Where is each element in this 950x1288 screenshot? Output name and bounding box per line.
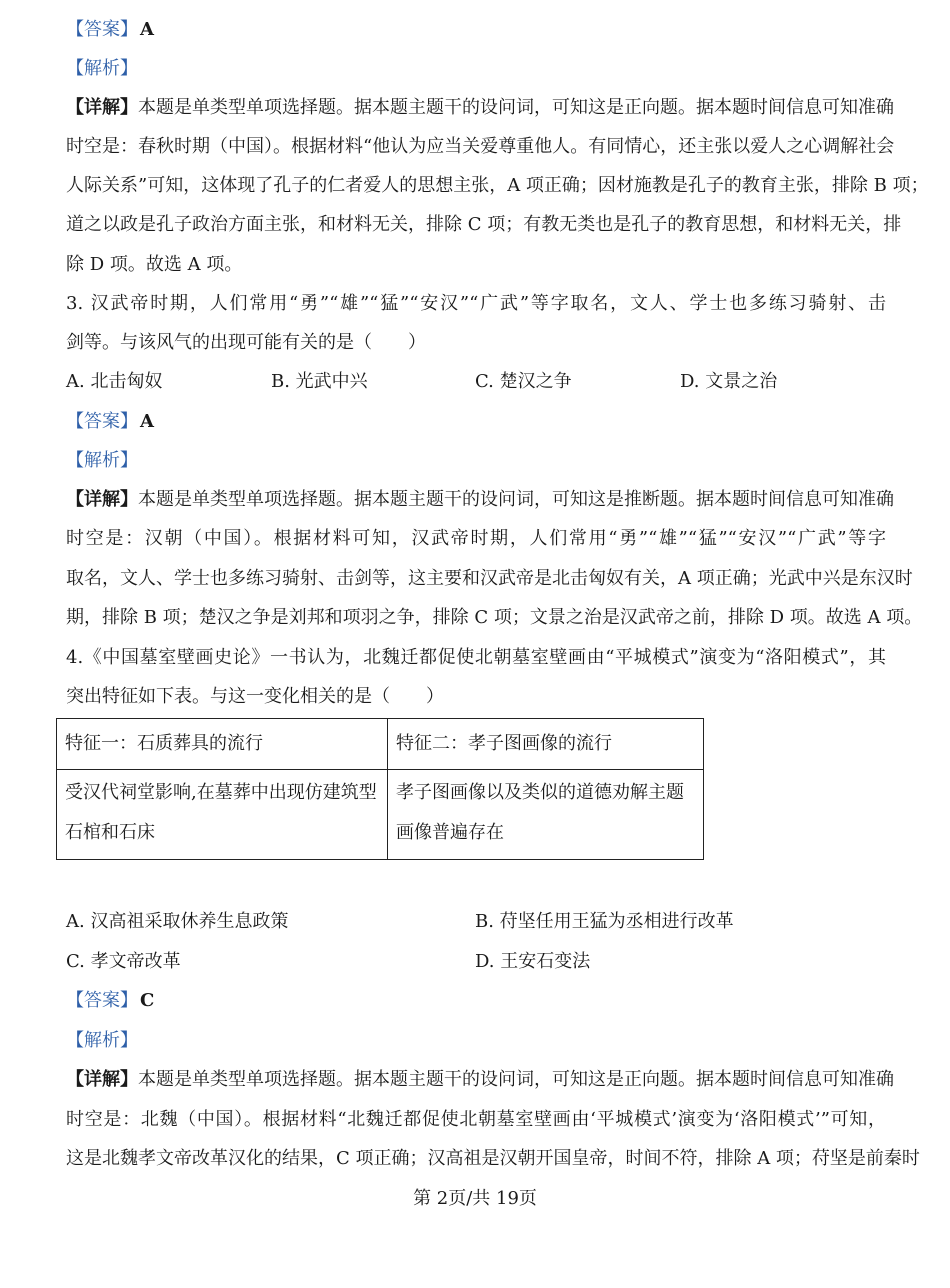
analysis-label: 【解析】 <box>66 58 138 79</box>
table-row <box>57 770 704 860</box>
detail-line: 时空是：汉朝（中国）。根据材料可知，汉武帝时期，人们常用“勇”“雄”“猛”“安汉”“广武”等字 <box>66 528 886 549</box>
answer-value: C <box>140 990 155 1011</box>
question-stem-line: 4.《中国墓室壁画史论》一书认为，北魏迁都促使北朝墓室壁画由“平城模式”演变为“洛阳模式”，其 <box>66 647 886 668</box>
detail-line <box>66 486 894 514</box>
detail-line: 人际关系”可知，这体现了孔子的仁者爱人的思想主张，A 项正确；因材施教是孔子的教育主张，排除 B 项； <box>66 175 929 196</box>
page-number: 第 2页/共 19页 <box>413 1188 537 1209</box>
table-cell-line: 受汉代祠堂影响,在墓葬中出现仿建筑型 <box>65 782 377 803</box>
detail-line <box>66 94 894 122</box>
option-d: D. 文景之治 <box>680 371 778 392</box>
analysis-label: 【解析】 <box>66 1030 138 1051</box>
answer-value: A <box>140 411 154 432</box>
option-c: C. 孝文帝改革 <box>66 951 181 972</box>
answer-line <box>66 16 886 44</box>
answer-label: 【答案】 <box>66 990 138 1011</box>
detail-label: 【详解】 <box>66 1069 138 1090</box>
detail-line: 这是北魏孝文帝改革汉化的结果，C 项正确；汉高祖是汉朝开国皇帝，时间不符，排除 A 项；苻坚是前秦时 <box>66 1148 920 1169</box>
detail-text: 本题是单类型单项选择题。据本题主题干的设问词，可知这是正向题。据本题时间信息可知准确 <box>138 1069 894 1090</box>
detail-line: 除 D 项。故选 A 项。 <box>66 254 243 275</box>
detail-line: 道之以政是孔子政治方面主张，和材料无关，排除 C 项；有教无类也是孔子的教育思想，和材料无关，排 <box>66 214 902 235</box>
option-c: C. 楚汉之争 <box>475 371 572 392</box>
table-header-row <box>57 719 704 770</box>
detail-line: 期，排除 B 项；楚汉之争是刘邦和项羽之争，排除 C 项；文景之治是汉武帝之前，排除 D 项。故选 A 项。 <box>66 607 923 628</box>
answer-label: 【答案】 <box>66 411 138 432</box>
detail-line: 时空是：春秋时期（中国）。根据材料“他认为应当关爱尊重他人。有同情心，还主张以爱人之心调解社会 <box>66 136 895 157</box>
detail-line: 时空是：北魏（中国）。根据材料“北魏迁都促使北朝墓室壁画由‘平城模式’演变为‘洛阳模式’”可知， <box>66 1109 886 1130</box>
table-cell-line: 孝子图画像以及类似的道德劝解主题 <box>396 782 684 803</box>
detail-line: 取名，文人、学士也多练习骑射、击剑等，这主要和汉武帝是北击匈奴有关，A 项正确；光武中兴是东汉时 <box>66 568 913 589</box>
question-stem-line: 剑等。与该风气的出现可能有关的是（ ） <box>66 332 426 353</box>
option-a: A. 北击匈奴 <box>66 371 163 392</box>
answer-line <box>66 408 886 436</box>
feature-table <box>56 718 704 860</box>
answer-label: 【答案】 <box>66 19 138 40</box>
option-b: B. 苻坚任用王猛为丞相进行改革 <box>475 911 734 932</box>
table-header-cell: 特征一：石质葬具的流行 <box>57 719 388 770</box>
table-cell <box>57 770 388 860</box>
answer-value: A <box>140 19 154 40</box>
question-stem-line: 3. 汉武帝时期，人们常用“勇”“雄”“猛”“安汉”“广武”等字取名，文人、学士也多练习骑射、击 <box>66 293 886 314</box>
table-header-cell: 特征二：孝子图画像的流行 <box>388 719 704 770</box>
detail-text: 本题是单类型单项选择题。据本题主题干的设问词，可知这是推断题。据本题时间信息可知准确 <box>138 489 894 510</box>
option-a: A. 汉高祖采取休养生息政策 <box>66 911 289 932</box>
question-stem-line: 突出特征如下表。与这一变化相关的是（ ） <box>66 686 444 707</box>
table-cell-line: 石棺和石床 <box>65 822 155 843</box>
detail-line <box>66 1066 894 1094</box>
option-d: D. 王安石变法 <box>475 951 591 972</box>
detail-text: 本题是单类型单项选择题。据本题主题干的设问词，可知这是正向题。据本题时间信息可知准确 <box>138 97 894 118</box>
option-b: B. 光武中兴 <box>271 371 368 392</box>
table-cell-line: 画像普遍存在 <box>396 822 504 843</box>
detail-label: 【详解】 <box>66 489 138 510</box>
detail-label: 【详解】 <box>66 97 138 118</box>
table-cell <box>388 770 704 860</box>
answer-line <box>66 987 886 1015</box>
analysis-label: 【解析】 <box>66 450 138 471</box>
